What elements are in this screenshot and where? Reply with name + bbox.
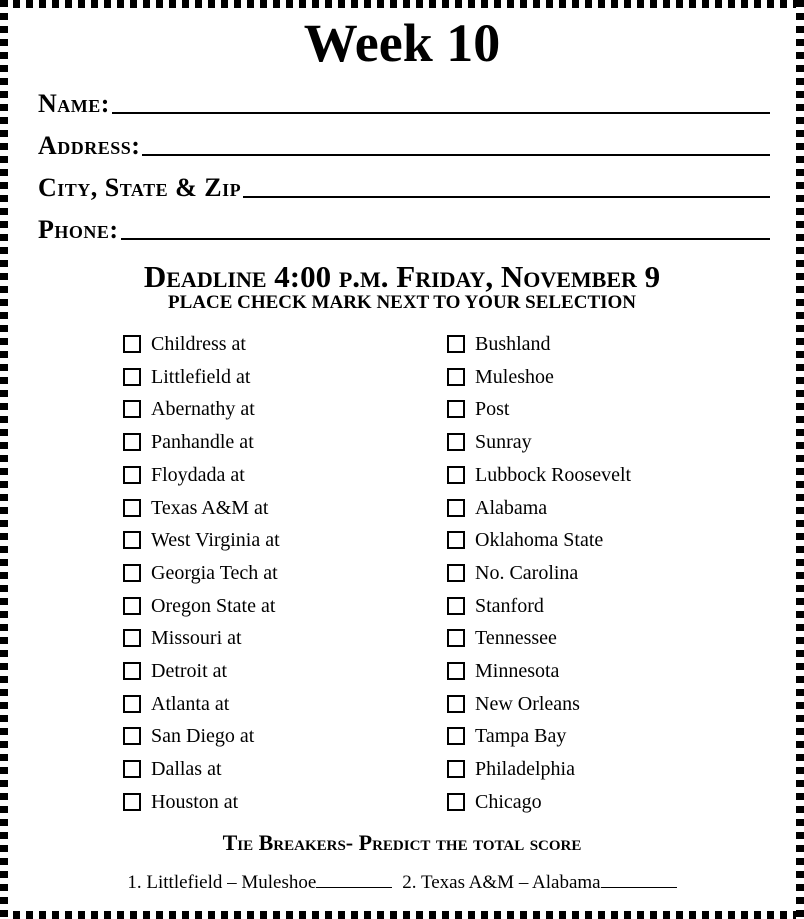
game-5-home-option[interactable] xyxy=(447,461,631,489)
checkbox[interactable] xyxy=(123,335,141,353)
game-11-home-option[interactable] xyxy=(447,657,559,685)
game-1-away-option[interactable] xyxy=(123,330,246,358)
game-6-away-option[interactable] xyxy=(123,494,268,522)
team-label: Dallas at xyxy=(151,758,222,781)
team-label: Bushland xyxy=(475,333,551,355)
team-label: No. Carolina xyxy=(475,561,579,584)
checkbox[interactable] xyxy=(447,662,465,680)
game-1-home-option[interactable] xyxy=(447,330,551,358)
border-right xyxy=(796,0,804,919)
team-label: San Diego at xyxy=(151,725,255,748)
tie-breaker-2-label: 2. Texas A&M – Alabama xyxy=(402,872,601,893)
team-label: Floydada at xyxy=(151,463,245,486)
team-label: Muleshoe xyxy=(475,365,554,388)
team-label: Lubbock Roosevelt xyxy=(475,463,632,486)
border-left xyxy=(0,0,8,919)
game-14-home-option[interactable] xyxy=(447,755,575,783)
team-label: West Virginia at xyxy=(151,529,280,552)
checkbox[interactable] xyxy=(123,433,141,451)
tie-breaker-1-blank[interactable] xyxy=(316,887,392,888)
deadline-heading: Deadline 4:00 p.m. Friday, November 9 xyxy=(143,259,661,294)
checkbox[interactable] xyxy=(123,499,141,517)
game-2-home-option[interactable] xyxy=(447,363,554,391)
game-2-away-option[interactable] xyxy=(123,363,250,391)
checkbox[interactable] xyxy=(123,760,141,778)
phone-line[interactable] xyxy=(121,238,770,240)
checkbox[interactable] xyxy=(447,531,465,549)
team-label: Atlanta at xyxy=(151,692,230,715)
checkbox[interactable] xyxy=(447,433,465,451)
team-label: New Orleans xyxy=(475,692,580,715)
city-state-zip-label: City, State & Zip xyxy=(38,173,242,202)
team-label: Houston at xyxy=(151,790,239,813)
address-label: Address: xyxy=(38,131,141,160)
game-8-home-option[interactable] xyxy=(447,559,578,587)
team-label: Stanford xyxy=(475,594,544,617)
game-3-home-option[interactable] xyxy=(447,395,509,423)
game-9-home-option[interactable] xyxy=(447,592,544,620)
name-field[interactable] xyxy=(38,84,770,118)
team-label: Detroit at xyxy=(151,660,228,682)
tie-breaker-2-blank[interactable] xyxy=(601,887,677,888)
city-state-zip-line[interactable] xyxy=(243,196,770,198)
checkbox[interactable] xyxy=(123,564,141,582)
checkbox[interactable] xyxy=(123,531,141,549)
team-label: Philadelphia xyxy=(475,758,575,781)
game-5-away-option[interactable] xyxy=(123,461,245,489)
team-label: Oregon State at xyxy=(151,594,276,617)
phone-label: Phone: xyxy=(38,215,119,244)
game-8-away-option[interactable] xyxy=(123,559,278,587)
phone-field[interactable] xyxy=(38,210,770,244)
game-10-away-option[interactable] xyxy=(123,624,242,652)
checkbox[interactable] xyxy=(447,793,465,811)
game-11-away-option[interactable] xyxy=(123,657,227,685)
team-label: Panhandle at xyxy=(151,431,254,454)
checkbox[interactable] xyxy=(447,695,465,713)
team-label: Sunray xyxy=(475,431,532,454)
tie-breaker-1-label: 1. Littlefield – Muleshoe xyxy=(127,872,317,893)
team-label: Missouri at xyxy=(151,627,242,650)
checkbox[interactable] xyxy=(447,727,465,745)
checkbox[interactable] xyxy=(123,662,141,680)
team-label: Post xyxy=(475,398,510,421)
game-7-home-option[interactable] xyxy=(447,526,603,554)
name-label: Name: xyxy=(38,89,110,118)
game-12-home-option[interactable] xyxy=(447,690,580,718)
game-9-away-option[interactable] xyxy=(123,592,275,620)
team-label: Minnesota xyxy=(475,660,560,682)
team-label: Chicago xyxy=(475,790,542,813)
game-14-away-option[interactable] xyxy=(123,755,222,783)
checkbox[interactable] xyxy=(447,368,465,386)
checkbox[interactable] xyxy=(123,466,141,484)
checkbox[interactable] xyxy=(447,335,465,353)
team-label: Littlefield at xyxy=(151,365,251,388)
game-4-home-option[interactable] xyxy=(447,428,532,456)
team-label: Georgia Tech at xyxy=(151,561,278,584)
team-label: Alabama xyxy=(475,496,548,519)
page-title: Week 10 xyxy=(303,13,501,73)
checkbox[interactable] xyxy=(447,466,465,484)
tie-breakers-row xyxy=(0,871,804,895)
checkbox[interactable] xyxy=(123,629,141,647)
game-13-away-option[interactable] xyxy=(123,722,254,750)
checkbox[interactable] xyxy=(123,727,141,745)
checkbox[interactable] xyxy=(123,368,141,386)
instructions-text: PLACE CHECK MARK NEXT TO YOUR SELECTION xyxy=(167,292,637,313)
checkbox[interactable] xyxy=(123,597,141,615)
game-3-away-option[interactable] xyxy=(123,395,255,423)
game-15-home-option[interactable] xyxy=(447,788,542,816)
game-4-away-option[interactable] xyxy=(123,428,254,456)
game-10-home-option[interactable] xyxy=(447,624,557,652)
address-line[interactable] xyxy=(142,154,770,156)
checkbox[interactable] xyxy=(447,760,465,778)
checkbox[interactable] xyxy=(447,629,465,647)
name-line[interactable] xyxy=(112,112,770,114)
team-label: Oklahoma State xyxy=(475,529,604,552)
game-13-home-option[interactable] xyxy=(447,722,566,750)
checkbox[interactable] xyxy=(447,499,465,517)
checkbox[interactable] xyxy=(123,793,141,811)
city-state-zip-field[interactable] xyxy=(38,168,770,202)
checkbox[interactable] xyxy=(447,597,465,615)
address-field[interactable] xyxy=(38,126,770,160)
border-top xyxy=(0,0,804,8)
checkbox[interactable] xyxy=(447,400,465,418)
checkbox[interactable] xyxy=(123,400,141,418)
game-7-away-option[interactable] xyxy=(123,526,280,554)
game-12-away-option[interactable] xyxy=(123,690,229,718)
team-label: Childress at xyxy=(151,333,246,355)
tie-breakers-title: Tie Breakers- Predict the total score xyxy=(222,830,582,855)
team-label: Tampa Bay xyxy=(475,725,567,748)
border-bottom xyxy=(0,911,804,919)
checkbox[interactable] xyxy=(123,695,141,713)
game-6-home-option[interactable] xyxy=(447,494,547,522)
checkbox[interactable] xyxy=(447,564,465,582)
game-15-away-option[interactable] xyxy=(123,788,238,816)
team-label: Texas A&M at xyxy=(151,496,269,519)
team-label: Tennessee xyxy=(475,627,557,650)
team-label: Abernathy at xyxy=(151,398,255,421)
